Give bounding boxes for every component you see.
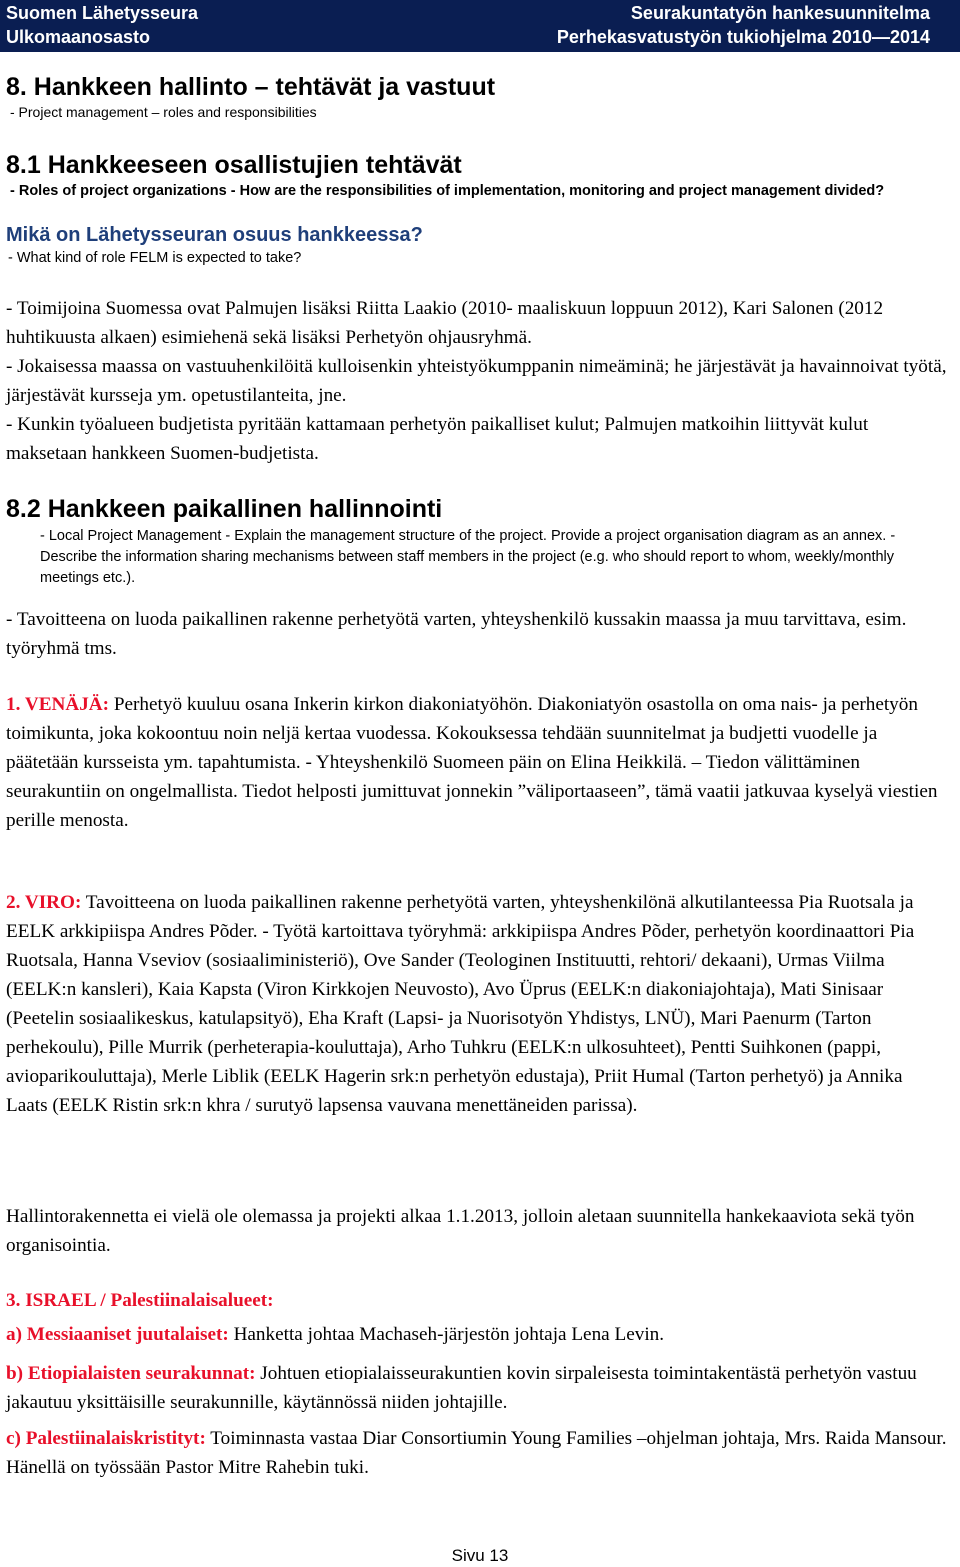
paragraph-israel-a: [6, 1320, 948, 1349]
section-8-2-title: 8.2 Hankkeen paikallinen hallinnointi: [6, 495, 443, 523]
section-8-1-subtitle: - Roles of project organizations - How are the responsibilities of implementation, monitoring and project management divided?: [10, 183, 885, 199]
russia-text: Perhetyö kuuluu osana Inkerin kirkon diakoniatyöhön. Diakoniatyön osastolla on oma nais- ja perhetyön toimikunta, joka kokoontuu noin neljä kertaa vuodessa. Kokouksessa tehdään suunnitelmat ja budjetti vuodelle ja päätetään kursseista ym. tapahtumista. - Yhteyshenkilö Suomeen päin on Elina Heikkilä. – Tiedon välittäminen seurakuntiin on ongelmallista. Tiedot helposti jumittuvat jonnekin ”väliportaaseen”, tämä vaatii jatkuvaa kyselyä viestien perille menosta.: [6, 694, 938, 831]
paragraph-local-structure-goal: - Tavoitteena on luoda paikallinen rakenne perhetyötä varten, yhteyshenkilö kussakin maassa ja muu tarvittava, esim. työryhmä tms.: [6, 609, 907, 659]
israel-c-text: Toiminnasta vastaa Diar Consortiumin Young Families –ohjelman johtaja, Mrs. Raida Mansour. Hänellä on työssään Pastor Mitre Rahebin tuki.: [6, 1428, 947, 1478]
paragraph-estonia: [6, 888, 948, 1120]
estonia-text: Tavoitteena on luoda paikallinen rakenne perhetyötä varten, yhteyshenkilönä alkutilanteessa Pia Ruotsala ja EELK arkkipiispa Andres Põder. - Työtä kartoittava työryhmä: arkkipiispa Andres Põder, perhetyön koordinaattori Pia Ruotsala, Hanna Vseviov (sosiaaliministeriö), Ove Sander (Teologinen Instituutti, rehtori/ dekaani), Urmas Viilma (EELK:n kansleri), Kaia Kapsta (Viron Kirkkojen Neuvosto), Avo Üprus (EELK:n diakoniajohtaja), Mati Sinisaar (Peetelin sosiaalikeskus, katulapsityö), Eha Kraft (Lapsi- ja Nuorisotyön Yhdistys, LNÜ), Mari Paenurm (Tarton perhekoulu), Pille Murrik (perheterapia-kouluttaja), Arho Tuhkru (EELK:n ulkosuhteet), Pentti Suihkonen (pappi, avioparikouluttaja), Merle Liblik (EELK Hagerin srk:n perhetyön edustaja), Priit Humal (Tarton perhetyö) ja Annika Laats (EELK Ristin srk:n khra / surutyö lapsensa vauvana menettäneiden parissa).: [6, 892, 915, 1116]
israel-a-label: a) Messiaaniset juutalaiset:: [6, 1324, 229, 1345]
role-question-subtitle: - What kind of role FELM is expected to take?: [8, 250, 302, 266]
page-number: Sivu 13: [451, 1546, 509, 1565]
russia-label: 1. VENÄJÄ:: [6, 694, 110, 715]
plan-title: Seurakuntatyön hankesuunnitelma: [630, 3, 930, 23]
israel-heading: 3. ISRAEL / Palestiinalaisalueet:: [6, 1290, 274, 1311]
paragraph-estonia-note: Hallintorakennetta ei vielä ole olemassa ja projekti alkaa 1.1.2013, jolloin aletaan suunnitella hankekaaviota sekä työn organisointia.: [6, 1206, 915, 1256]
section-8-subtitle: - Project management – roles and responsibilities: [10, 104, 317, 120]
org-name: Suomen Lähetysseura: [6, 3, 199, 23]
section-8-2-subtitle: - Local Project Management - Explain the management structure of the project. Provide a project organisation diagram as an annex. - Describe the information sharing mechanisms between staff members in the project (e.g. who should report to whom, weekly/monthly meetings etc.).: [40, 528, 896, 586]
israel-c-label: c) Palestiinalaiskristityt:: [6, 1428, 206, 1449]
document-header: [0, 0, 960, 52]
israel-a-text: Hanketta johtaa Machaseh-järjestön johtaja Lena Levin.: [228, 1324, 665, 1345]
paragraph-budget: - Kunkin työalueen budjetista pyritään kattamaan perhetyön paikalliset kulut; Palmujen matkoihin liittyvät kulut maksetaan hankkeen Suomen-budjetista.: [6, 414, 869, 464]
section-8-1-title: 8.1 Hankkeeseen osallistujien tehtävät: [6, 151, 462, 179]
paragraph-israel-b: [6, 1359, 948, 1417]
estonia-label: 2. VIRO:: [6, 892, 82, 913]
role-question: Mikä on Lähetysseuran osuus hankkeessa?: [6, 224, 423, 246]
israel-b-text: Johtuen etiopialaisseurakuntien kovin sirpaleisesta toimintakentästä perhetyön vastuu jakautuu yksittäisille seurakunnille, käytännössä niiden johtajille.: [6, 1363, 917, 1413]
israel-b-label: b) Etiopialaisten seurakunnat:: [6, 1363, 256, 1384]
paragraph-russia: [6, 690, 948, 835]
paragraph-actors-finland: - Toimijoina Suomessa ovat Palmujen lisäksi Riitta Laakio (2010- maaliskuun loppuun 2012), Kari Salonen (2012 huhtikuusta alkaen) esimiehenä sekä lisäksi Perhetyön ohjausryhmä.: [6, 298, 884, 348]
paragraph-country-contacts: - Jokaisessa maassa on vastuuhenkilöitä kulloisenkin yhteistyökumppanin nimeäminä; he järjestävät ja havainnoivat työtä, järjestävät kursseja ym. opetustilanteita, jne.: [6, 356, 947, 406]
section-8-title: 8. Hankkeen hallinto – tehtävät ja vastuut: [6, 73, 496, 101]
org-department: Ulkomaanosasto: [6, 27, 151, 47]
plan-subtitle: Perhekasvatustyön tukiohjelma 2010—2014: [556, 27, 930, 47]
paragraph-israel-c: [6, 1424, 948, 1482]
